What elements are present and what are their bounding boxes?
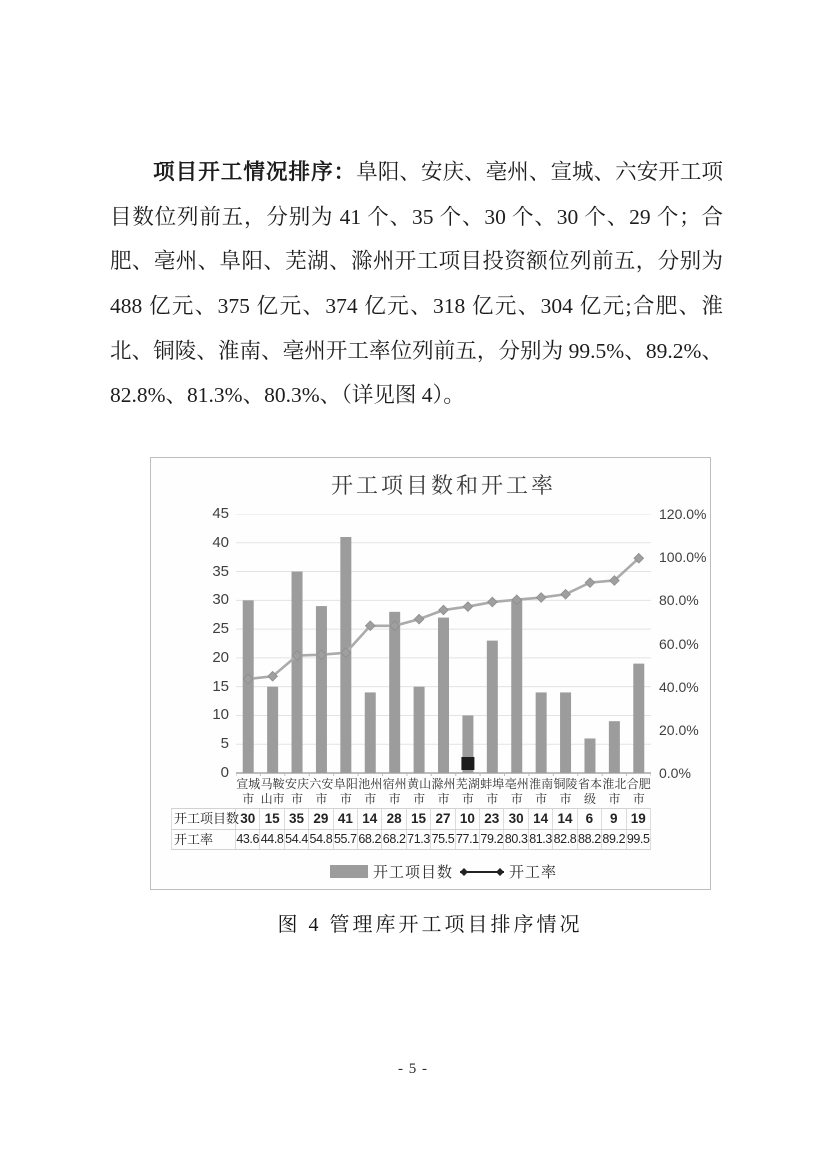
right-axis-tick-label: 100.0%: [659, 549, 707, 566]
table-cell: 54.4: [285, 830, 309, 849]
line-legend-label: 开工率: [509, 864, 558, 881]
table-cell: 77.1: [456, 830, 480, 849]
bar: [536, 692, 547, 773]
paragraph-line: 北、铜陵、淮南、亳州开工率位列前五，分别为 99.5%、89.2%、: [110, 338, 723, 363]
left-axis-tick-label: 20: [212, 648, 229, 666]
left-axis-tick-label: 35: [212, 562, 229, 580]
bar-legend-swatch-icon: [330, 865, 368, 878]
x-axis-label: 六安市: [309, 777, 334, 806]
paragraph-line: 目数位列前五，分别为 41 个、35 个、30 个、30 个、29 个；合: [110, 204, 723, 229]
right-axis-tick-label: 40.0%: [659, 678, 699, 695]
table-cell: 9: [602, 809, 626, 829]
table-cell: 29: [309, 809, 333, 829]
table-cell: 82.8: [553, 830, 577, 849]
page-number: - 5 -: [398, 1061, 428, 1077]
x-axis-label: 淮南市: [529, 777, 554, 806]
right-axis-tick-label: 120.0%: [659, 506, 707, 522]
left-axis-tick-label: 5: [220, 735, 229, 753]
table-cell: 15: [260, 809, 284, 829]
table-cell: 43.6: [236, 830, 260, 849]
table-cell: 28: [382, 809, 406, 829]
table-row: [171, 829, 651, 849]
bar: [243, 600, 254, 773]
table-cell: 44.8: [260, 830, 284, 849]
bar-legend-label: 开工项目数: [372, 864, 453, 881]
paragraph-line: 82.8%、81.3%、80.3%、（详见图 4）。: [110, 383, 465, 408]
table-cell: 19: [627, 809, 651, 829]
bar: [633, 664, 644, 773]
bar: [560, 692, 571, 773]
x-axis-label: 宣城市: [236, 777, 261, 806]
bar: [511, 600, 522, 773]
x-axis-label: 宿州市: [382, 777, 407, 806]
x-axis-label: 滁州市: [431, 777, 456, 806]
table-cell: 81.3: [529, 830, 553, 849]
bar: [438, 618, 449, 773]
table-row-header: 开工率: [171, 830, 236, 849]
left-axis-tick-label: 15: [212, 677, 229, 695]
bar: [487, 641, 498, 773]
table-cell: 75.5: [431, 830, 455, 849]
bar: [365, 692, 376, 773]
dark-marker: [461, 757, 474, 770]
x-axis-label: 黄山市: [407, 777, 432, 806]
table-cell: 10: [456, 809, 480, 829]
line-marker: [439, 605, 449, 615]
paragraph-line: 488 亿元、375 亿元、374 亿元、318 亿元、304 亿元;合肥、淮: [110, 294, 723, 319]
left-axis-tick-label: 10: [212, 706, 229, 724]
paragraph-lead: 项目开工情况排序：: [153, 160, 357, 184]
paragraph-line: 项目开工情况排序：阜阳、安庆、亳州、宣城、六安开工项: [153, 160, 723, 184]
table-cell: 55.7: [334, 830, 358, 849]
table-cell: 27: [431, 809, 455, 829]
table-cell: 6: [578, 809, 602, 829]
chart-legend: [211, 861, 676, 882]
x-axis-label: 亳州市: [504, 777, 529, 806]
table-cell: 14: [553, 809, 577, 829]
left-axis-tick-label: 0: [220, 764, 229, 781]
x-axis-label: 铜陵市: [553, 777, 578, 806]
table-cell: 79.2: [480, 830, 504, 849]
paragraph-line: 肥、亳州、阜阳、芜湖、滁州开工项目投资额位列前五，分别为: [110, 249, 723, 274]
x-axis-label: 省本级: [577, 777, 602, 806]
table-cell: 41: [334, 809, 358, 829]
table-cell: 23: [480, 809, 504, 829]
chart-title: 开工项目数和开工率: [330, 473, 556, 498]
x-axis-label: 池州市: [358, 777, 383, 806]
table-cell: 54.8: [309, 830, 333, 849]
x-axis-label: 阜阳市: [333, 777, 358, 806]
table-cell: 30: [236, 809, 260, 829]
figure-caption: 图 4 管理库开工项目排序情况: [277, 914, 583, 936]
line-marker: [488, 597, 498, 607]
table-cell: 68.2: [382, 830, 406, 849]
right-axis-tick-label: 0.0%: [659, 765, 691, 781]
bar: [316, 606, 327, 773]
x-axis-label: 蚌埠市: [480, 777, 505, 806]
line-marker: [585, 578, 595, 588]
line-legend-swatch-icon: [456, 865, 508, 879]
bar: [292, 572, 303, 773]
x-axis-label: 安庆市: [285, 777, 310, 806]
bar: [584, 738, 595, 773]
figure-chart: [150, 457, 711, 890]
data-table: [171, 808, 651, 850]
left-axis-tick-label: 30: [212, 591, 229, 609]
line-marker: [536, 593, 546, 603]
line-marker: [561, 589, 571, 599]
table-row: [171, 808, 651, 829]
x-axis-label: 淮北市: [602, 777, 627, 806]
left-axis-tick-label: 25: [212, 620, 229, 638]
x-axis-label: 芜湖市: [455, 777, 480, 806]
bar: [414, 687, 425, 773]
table-cell: 71.3: [407, 830, 431, 849]
plot-area: [236, 514, 651, 780]
table-cell: 35: [285, 809, 309, 829]
table-cell: 68.2: [358, 830, 382, 849]
x-axis-label: 马鞍山市: [260, 777, 285, 806]
table-cell: 89.2: [602, 830, 626, 849]
bar: [609, 721, 620, 773]
table-cell: 88.2: [578, 830, 602, 849]
table-cell: 99.5: [627, 830, 651, 849]
body-paragraph: [110, 150, 723, 418]
table-cell: 30: [504, 809, 528, 829]
table-cell: 80.3: [504, 830, 528, 849]
right-axis-tick-label: 80.0%: [659, 592, 699, 609]
right-axis-tick-label: 60.0%: [659, 635, 699, 652]
right-axis-tick-label: 20.0%: [659, 721, 699, 738]
bar: [389, 612, 400, 773]
left-axis-tick-label: 45: [212, 505, 229, 522]
line-marker: [414, 614, 424, 624]
line-marker: [463, 602, 473, 612]
bar: [267, 687, 278, 773]
table-cell: 14: [529, 809, 553, 829]
table-row-header: 开工项目数: [171, 809, 236, 829]
table-cell: 14: [358, 809, 382, 829]
left-axis-tick-label: 40: [212, 533, 229, 551]
table-cell: 15: [407, 809, 431, 829]
x-axis-label: 合肥市: [626, 777, 651, 806]
